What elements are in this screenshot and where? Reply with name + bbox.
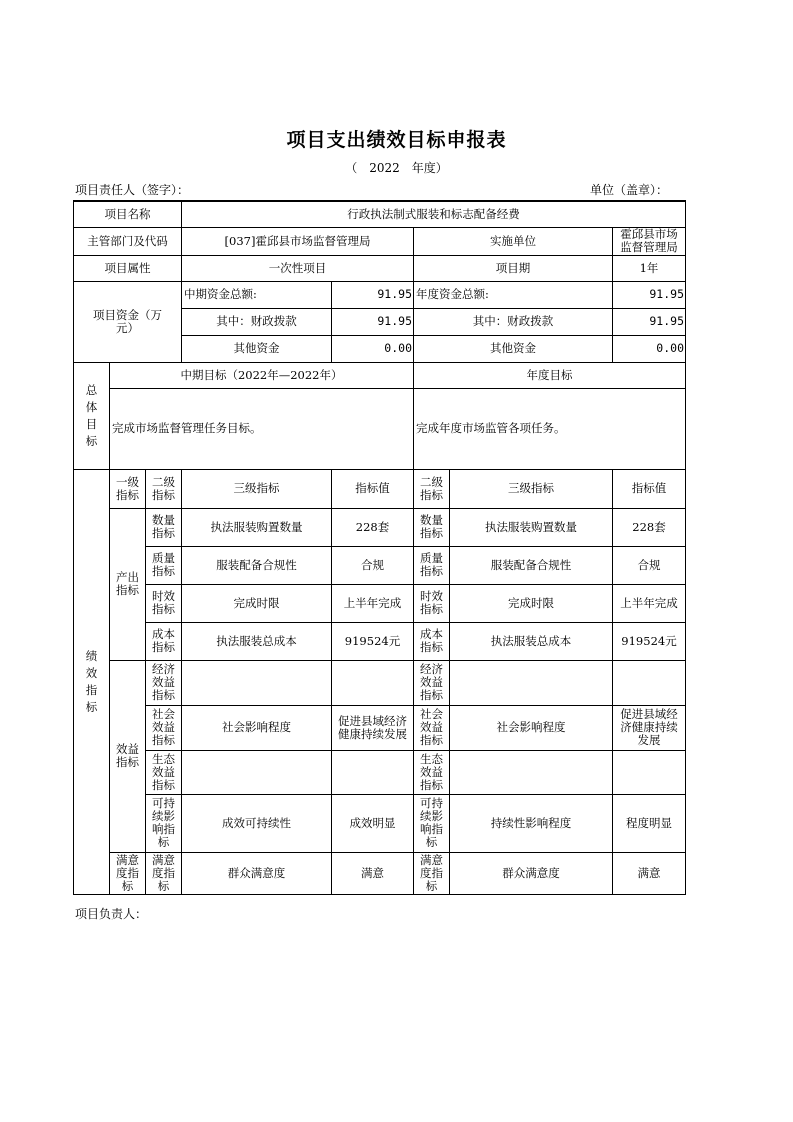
overall-goal-label-text: 总体目标	[85, 382, 98, 448]
mid-l3-cell: 执法服装购置数量	[182, 508, 332, 546]
year-value-cell: 228套	[613, 508, 686, 546]
mid-value-cell	[332, 660, 414, 705]
year-line: （ 2022 年度）	[345, 161, 448, 175]
responsible-signature-label: 项目责任人（签字）：	[75, 183, 190, 197]
level2-header: 二级指标	[146, 469, 182, 508]
year-total-value: 91.95	[613, 281, 686, 308]
year-l3-cell	[450, 750, 613, 794]
table-row	[74, 705, 686, 750]
year-fiscal-label: 其中：财政拨款	[414, 308, 613, 335]
year-l2-cell: 社会效益指标	[414, 705, 450, 750]
year-l2-cell: 质量指标	[414, 546, 450, 584]
dept-label: 主管部门及代码	[74, 227, 182, 255]
mid-fiscal-label: 其中：财政拨款	[182, 308, 332, 335]
project-attr-value: 一次性项目	[182, 255, 414, 281]
mid-value-cell: 成效明显	[332, 794, 414, 852]
unit-seal-label: 单位（盖章）：	[590, 183, 669, 197]
year-l2-cell: 生态效益指标	[414, 750, 450, 794]
mid-value-cell: 228套	[332, 508, 414, 546]
year-l2-cell: 数量指标	[414, 508, 450, 546]
overall-goal-label	[74, 362, 110, 469]
table-row	[74, 660, 686, 705]
l2-cell: 可持续影响指标	[146, 794, 182, 852]
year-value-cell: 程度明显	[613, 794, 686, 852]
l2-cell: 经济效益指标	[146, 660, 182, 705]
year-l3-cell: 社会影响程度	[450, 705, 613, 750]
year-l3-cell: 执法服装总成本	[450, 622, 613, 660]
mid-other-value: 0.00	[332, 335, 414, 362]
project-period-value: 1年	[613, 255, 686, 281]
mid-l3-cell	[182, 750, 332, 794]
project-name-label: 项目名称	[74, 201, 182, 227]
indicators-section-label-text: 绩效指标	[85, 648, 98, 714]
project-attr-label: 项目属性	[74, 255, 182, 281]
year-level2-header: 二级指标	[414, 469, 450, 508]
year-l3-cell: 服装配备合规性	[450, 546, 613, 584]
dept-value: [037]霍邱县市场监督管理局	[182, 227, 414, 255]
year-fiscal-value: 91.95	[613, 308, 686, 335]
mid-value-cell	[332, 750, 414, 794]
year-l3-cell: 持续性影响程度	[450, 794, 613, 852]
year-l3-cell: 完成时限	[450, 584, 613, 622]
page-title: 项目支出绩效目标申报表	[286, 129, 507, 151]
l2-cell: 满意度指标	[146, 852, 182, 894]
mid-goal-text: 完成市场监督管理任务目标。	[110, 388, 414, 469]
year-goal-header: 年度目标	[414, 362, 686, 388]
year-value-cell	[613, 750, 686, 794]
l2-cell: 成本指标	[146, 622, 182, 660]
year-value-cell: 上半年完成	[613, 584, 686, 622]
year-l2-cell: 时效指标	[414, 584, 450, 622]
mid-value-cell: 合规	[332, 546, 414, 584]
l2-cell: 时效指标	[146, 584, 182, 622]
year-total-label: 年度资金总额:	[414, 281, 613, 308]
year-l3-cell	[450, 660, 613, 705]
satisfaction-indicators-label: 满意度指标	[110, 852, 146, 894]
year-l2-cell: 满意度指标	[414, 852, 450, 894]
year-value-cell: 满意	[613, 852, 686, 894]
level1-header: 一级指标	[110, 469, 146, 508]
mid-fiscal-value: 91.95	[332, 308, 414, 335]
table-row	[74, 852, 686, 894]
year-l2-cell: 经济效益指标	[414, 660, 450, 705]
mid-value-cell: 促进县域经济健康持续发展	[332, 705, 414, 750]
level3-header: 三级指标	[182, 469, 332, 508]
value-header: 指标值	[332, 469, 414, 508]
funds-label	[74, 281, 182, 362]
impl-unit-value: 霍邱县市场监督管理局	[613, 227, 686, 255]
table-row	[74, 546, 686, 584]
year-other-label: 其他资金	[414, 335, 613, 362]
mid-other-label: 其他资金	[182, 335, 332, 362]
year-value-cell	[613, 660, 686, 705]
mid-value-cell: 满意	[332, 852, 414, 894]
table-row	[74, 622, 686, 660]
project-leader-label: 项目负责人：	[75, 907, 148, 921]
mid-total-label: 中期资金总额:	[182, 281, 332, 308]
year-level3-header: 三级指标	[450, 469, 613, 508]
project-period-label: 项目期	[414, 255, 613, 281]
mid-value-cell: 上半年完成	[332, 584, 414, 622]
table-row	[74, 750, 686, 794]
year-value-header: 指标值	[613, 469, 686, 508]
performance-goal-form	[73, 200, 686, 895]
l2-cell: 质量指标	[146, 546, 182, 584]
mid-goal-header: 中期目标（2022年—2022年）	[110, 362, 414, 388]
year-goal-text: 完成年度市场监管各项任务。	[414, 388, 686, 469]
year-value-cell: 促进县域经济健康持续发展	[613, 705, 686, 750]
mid-l3-cell	[182, 660, 332, 705]
mid-l3-cell: 完成时限	[182, 584, 332, 622]
l2-cell: 社会效益指标	[146, 705, 182, 750]
funds-label-text: 项目资金（万元）	[93, 307, 162, 335]
output-indicators-label: 产出指标	[110, 508, 146, 660]
mid-l3-cell: 群众满意度	[182, 852, 332, 894]
table-row	[74, 794, 686, 852]
mid-value-cell: 919524元	[332, 622, 414, 660]
l2-cell: 生态效益指标	[146, 750, 182, 794]
impl-unit-label: 实施单位	[414, 227, 613, 255]
mid-l3-cell: 服装配备合规性	[182, 546, 332, 584]
mid-total-value: 91.95	[332, 281, 414, 308]
year-l2-cell: 可持续影响指标	[414, 794, 450, 852]
l2-cell: 数量指标	[146, 508, 182, 546]
year-l3-cell: 执法服装购置数量	[450, 508, 613, 546]
mid-l3-cell: 成效可持续性	[182, 794, 332, 852]
table-row	[74, 584, 686, 622]
year-l2-cell: 成本指标	[414, 622, 450, 660]
year-value-cell: 合规	[613, 546, 686, 584]
year-l3-cell: 群众满意度	[450, 852, 613, 894]
year-value-cell: 919524元	[613, 622, 686, 660]
indicators-section-label	[74, 469, 110, 894]
mid-l3-cell: 社会影响程度	[182, 705, 332, 750]
benefit-indicators-label: 效益指标	[110, 660, 146, 852]
table-row	[74, 508, 686, 546]
project-name: 行政执法制式服装和标志配备经费	[182, 201, 686, 227]
year-other-value: 0.00	[613, 335, 686, 362]
mid-l3-cell: 执法服装总成本	[182, 622, 332, 660]
